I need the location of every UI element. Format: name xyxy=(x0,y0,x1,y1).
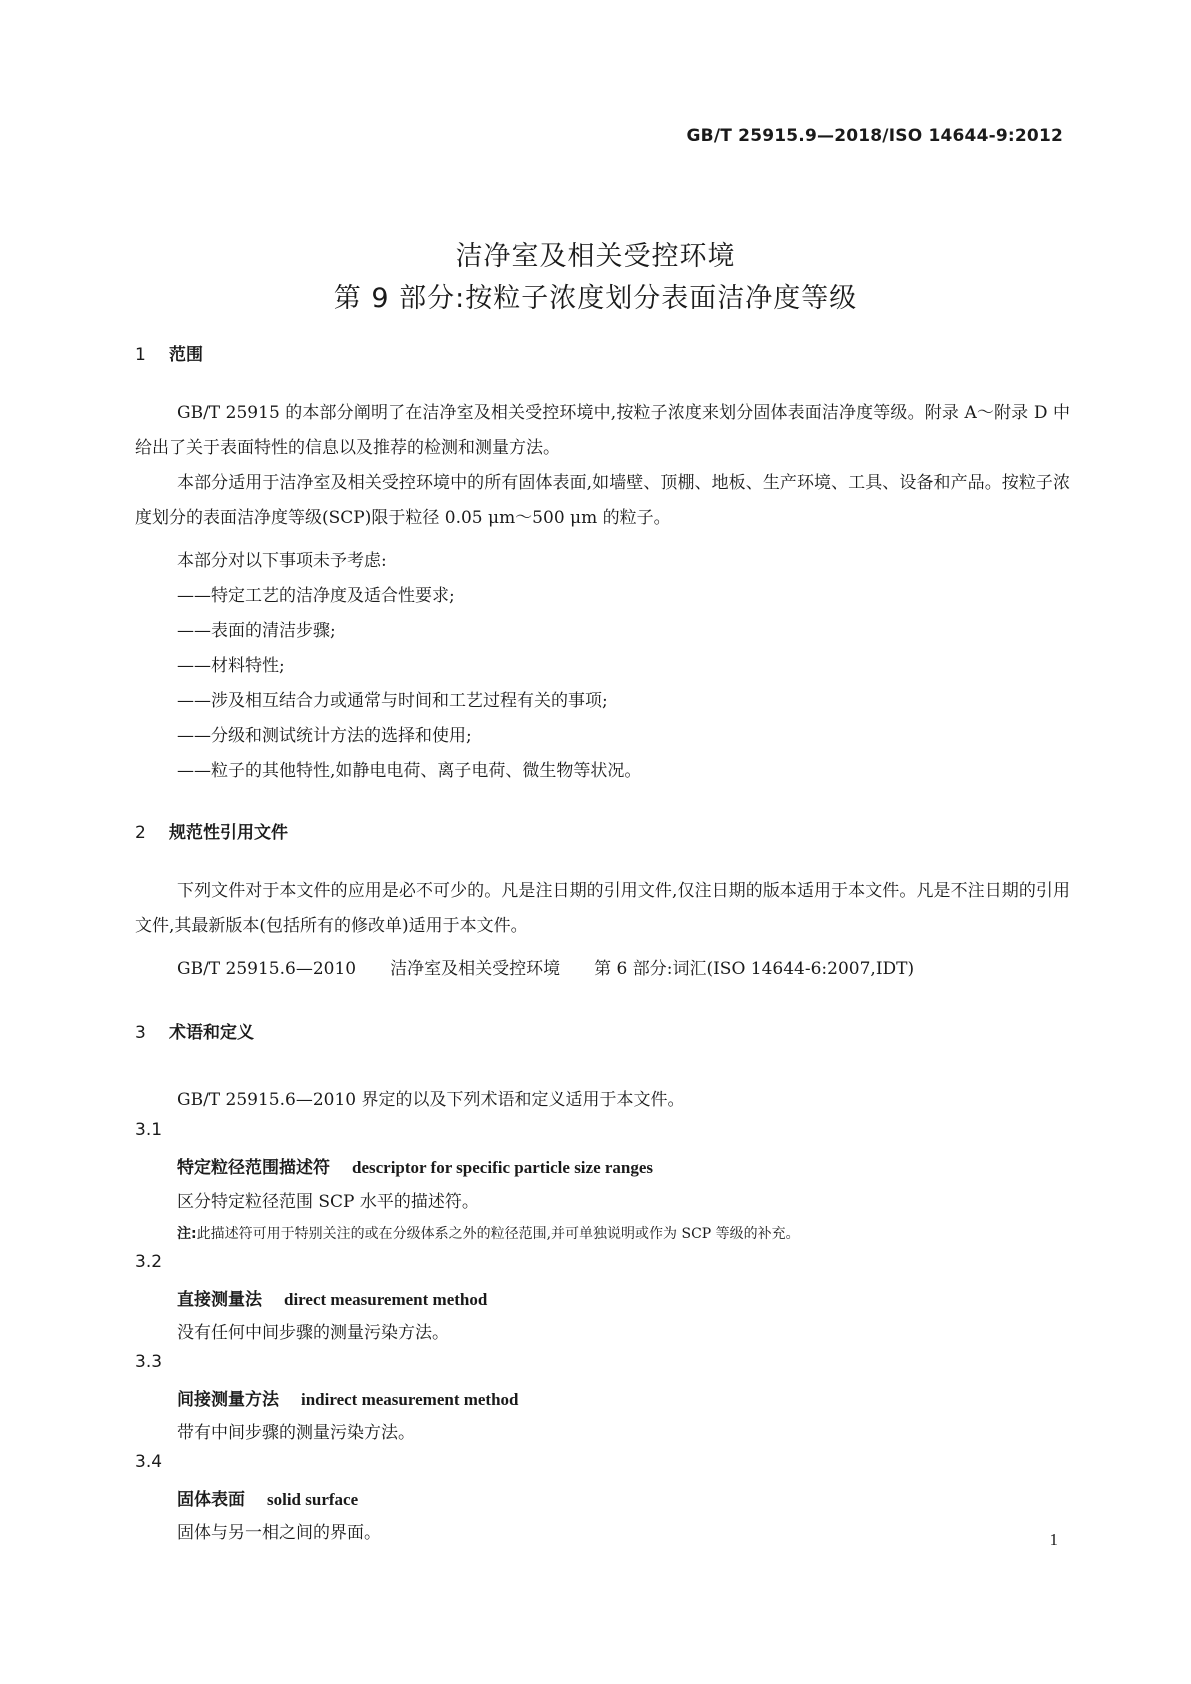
term-en: direct measurement method xyxy=(284,1290,488,1309)
list-item: ——粒子的其他特性,如静电电荷、离子电荷、微生物等状况。 xyxy=(177,761,642,781)
reference-part: 第 6 部分:词汇(ISO 14644-6:2007,IDT) xyxy=(594,959,915,979)
reference-entry xyxy=(177,954,914,979)
paragraph: 本部分适用于洁净室及相关受控环境中的所有固体表面,如墙壁、顶棚、地板、生产环境、工具、设备和产品。按粒子浓度划分的表面洁净度等级(SCP)限于粒径 0.05 μm～500 μm 的粒子。 xyxy=(135,473,1070,528)
term-title xyxy=(177,1153,653,1178)
paragraph: 本部分对以下事项未予考虑: xyxy=(177,551,387,571)
page-number: 1 xyxy=(1049,1530,1058,1549)
section-number: 2 xyxy=(135,823,146,843)
term-en: solid surface xyxy=(267,1490,359,1509)
term-number: 3.1 xyxy=(135,1120,163,1140)
reference-code: GB/T 25915.6—2010 xyxy=(177,959,357,979)
term-title xyxy=(177,1385,519,1410)
term-zh: 固体表面 xyxy=(177,1490,245,1510)
term-note xyxy=(177,1223,800,1243)
list-item: ——涉及相互结合力或通常与时间和工艺过程有关的事项; xyxy=(177,691,608,711)
term-zh: 间接测量方法 xyxy=(177,1390,279,1410)
term-definition: 区分特定粒径范围 SCP 水平的描述符。 xyxy=(177,1192,479,1212)
section-title: 术语和定义 xyxy=(169,1023,254,1043)
term-definition: 带有中间步骤的测量污染方法。 xyxy=(177,1423,415,1443)
term-zh: 直接测量法 xyxy=(177,1290,262,1310)
section-title: 范围 xyxy=(169,345,203,365)
section-title: 规范性引用文件 xyxy=(169,823,288,843)
list-item: ——特定工艺的洁净度及适合性要求; xyxy=(177,586,455,606)
document-title-line1: 洁净室及相关受控环境 xyxy=(455,241,736,272)
paragraph: GB/T 25915 的本部分阐明了在洁净室及相关受控环境中,按粒子浓度来划分固体表面洁净度等级。附录 A～附录 D 中给出了关于表面特性的信息以及推荐的检测和测量方法。 xyxy=(135,403,1070,458)
section-heading-2 xyxy=(135,818,288,843)
term-number: 3.3 xyxy=(135,1352,163,1372)
paragraph: GB/T 25915.6—2010 界定的以及下列术语和定义适用于本文件。 xyxy=(177,1090,685,1110)
term-definition: 固体与另一相之间的界面。 xyxy=(177,1523,381,1543)
note-text: 此描述符可用于特别关注的或在分级体系之外的粒径范围,并可单独说明或作为 SCP 等级的补充。 xyxy=(196,1226,800,1242)
section-number: 3 xyxy=(135,1023,146,1043)
list-item: ——表面的清洁步骤; xyxy=(177,621,336,641)
term-number: 3.4 xyxy=(135,1452,163,1472)
section-heading-3 xyxy=(135,1018,254,1043)
section-heading-1 xyxy=(135,340,203,365)
term-zh: 特定粒径范围描述符 xyxy=(177,1158,330,1178)
term-en: descriptor for specific particle size ranges xyxy=(352,1158,654,1177)
reference-title: 洁净室及相关受控环境 xyxy=(390,959,561,979)
standard-code: GB/T 25915.9—2018/ISO 14644-9:2012 xyxy=(686,126,1063,146)
document-title-line2: 第 9 部分:按粒子浓度划分表面洁净度等级 xyxy=(333,283,858,314)
term-en: indirect measurement method xyxy=(301,1390,519,1409)
term-number: 3.2 xyxy=(135,1252,163,1272)
list-item: ——分级和测试统计方法的选择和使用; xyxy=(177,726,472,746)
term-definition: 没有任何中间步骤的测量污染方法。 xyxy=(177,1323,449,1343)
note-label: 注: xyxy=(177,1226,197,1242)
term-title xyxy=(177,1485,358,1510)
list-item: ——材料特性; xyxy=(177,656,285,676)
paragraph: 下列文件对于本文件的应用是必不可少的。凡是注日期的引用文件,仅注日期的版本适用于本文件。凡是不注日期的引用文件,其最新版本(包括所有的修改单)适用于本文件。 xyxy=(135,881,1070,936)
term-title xyxy=(177,1285,487,1310)
section-number: 1 xyxy=(135,345,146,365)
